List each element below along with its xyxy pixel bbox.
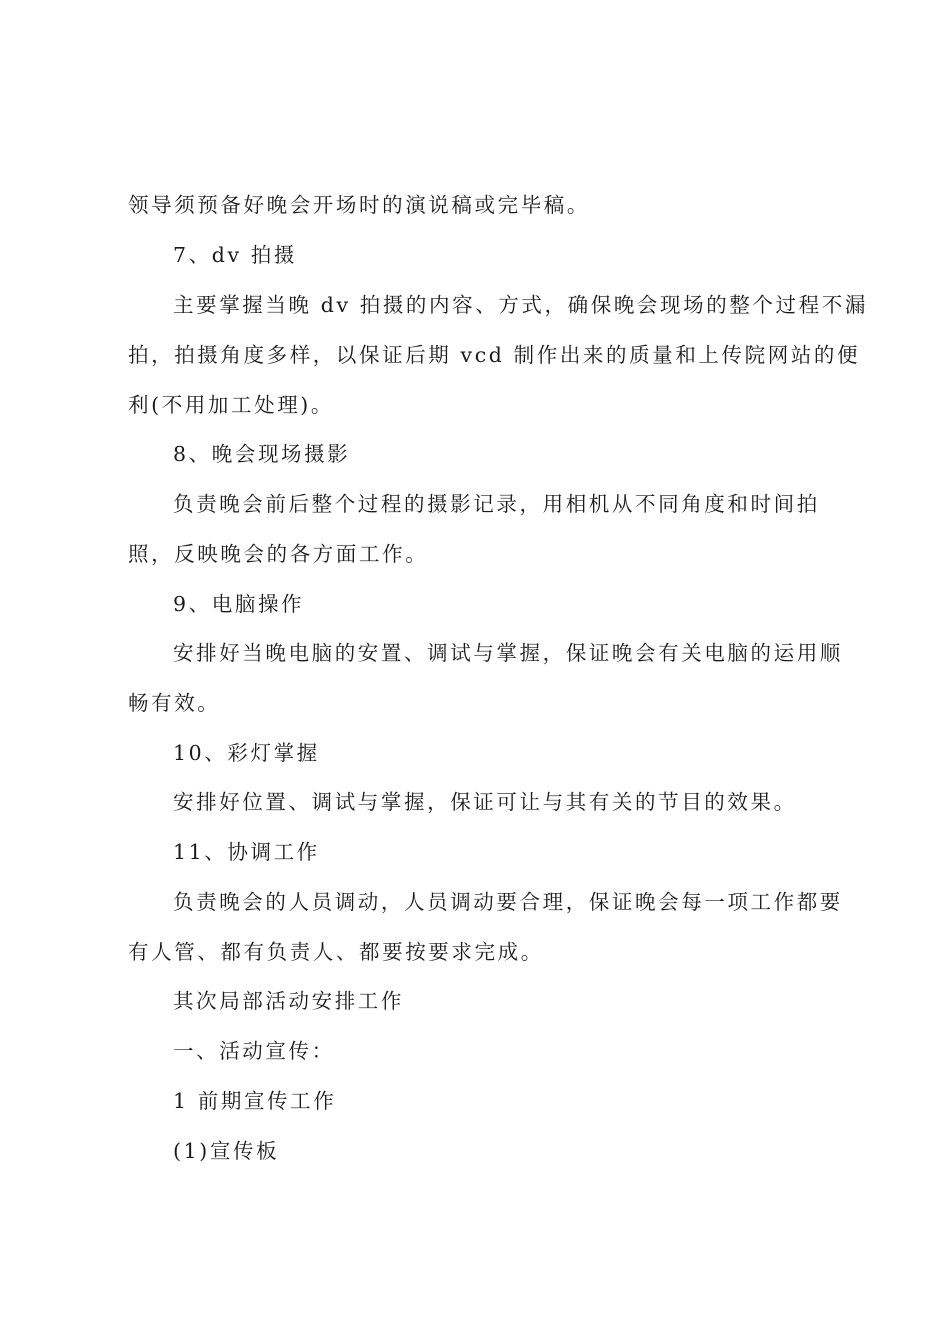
- section-heading: 7、dv 拍摄: [173, 243, 297, 267]
- paragraph-line: 安排好当晚电脑的安置、调试与掌握，保证晚会有关电脑的运用顺: [173, 641, 843, 665]
- section-heading: 其次局部活动安排工作: [173, 989, 404, 1013]
- section-heading: 1 前期宣传工作: [173, 1089, 337, 1113]
- paragraph-line: 畅有效。: [128, 691, 221, 715]
- section-heading: 9、电脑操作: [173, 592, 305, 616]
- section-heading: 8、晚会现场摄影: [173, 442, 351, 466]
- paragraph-line: 照，反映晚会的各方面工作。: [128, 542, 429, 566]
- section-heading: (1)宣传板: [173, 1139, 280, 1163]
- paragraph-line: 领导须预备好晚会开场时的演说稿或完毕稿。: [128, 193, 590, 217]
- paragraph-line: 负责晚会前后整个过程的摄影记录，用相机从不同角度和时间拍: [173, 492, 820, 516]
- section-heading: 10、彩灯掌握: [173, 741, 320, 765]
- paragraph-line: 安排好位置、调试与掌握，保证可让与其有关的节目的效果。: [173, 790, 797, 814]
- paragraph-line: 利(不用加工处理)。: [128, 393, 334, 417]
- section-heading: 一、活动宣传：: [173, 1039, 335, 1063]
- paragraph-line: 主要掌握当晚 dv 拍摄的内容、方式，确保晚会现场的整个过程不漏: [173, 293, 868, 317]
- paragraph-line: 有人管、都有负责人、都要按要求完成。: [128, 940, 544, 964]
- paragraph-line: 负责晚会的人员调动，人员调动要合理，保证晚会每一项工作都要: [173, 890, 843, 914]
- paragraph-line: 拍，拍摄角度多样，以保证后期 vcd 制作出来的质量和上传院网站的便: [128, 343, 861, 367]
- section-heading: 11、协调工作: [173, 840, 320, 864]
